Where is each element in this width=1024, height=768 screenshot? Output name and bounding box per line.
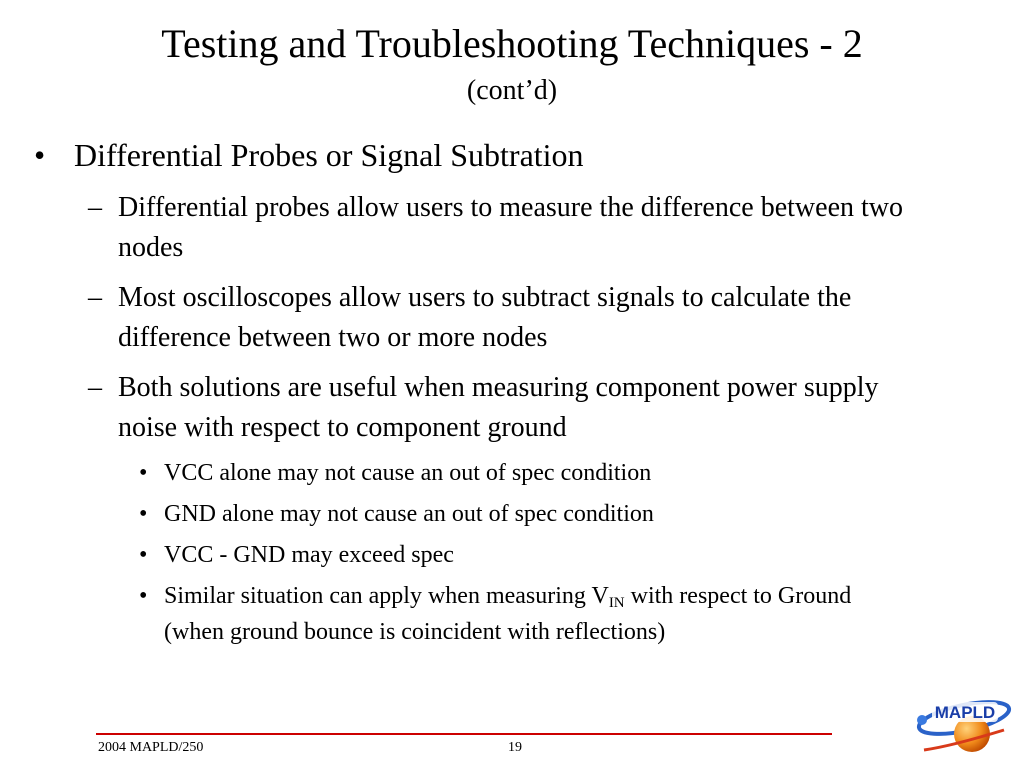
- slide-title: Testing and Troubleshooting Techniques - 2: [161, 21, 863, 66]
- bullet-marker: •: [139, 460, 148, 486]
- sub-sub-bullet-4: [139, 578, 899, 650]
- bullet-marker: •: [34, 137, 46, 173]
- sub-sub-bullet-text: [164, 578, 899, 650]
- mapld-planet-logo-icon: [912, 690, 1012, 760]
- page-number: 19: [508, 740, 522, 755]
- sub-sub-bullet-1: [139, 455, 899, 491]
- sub-bullet-text: Most oscilloscopes allow users to subtract signals to calculate the difference between two or more nodes: [118, 282, 852, 353]
- sub-sub-bullet-text: VCC alone may not cause an out of spec condition: [164, 460, 652, 486]
- sub-sub-bullet-text: VCC - GND may exceed spec: [164, 542, 454, 568]
- sub-bullet-2: [88, 278, 908, 358]
- slide-subtitle: (cont’d): [466, 75, 558, 106]
- bullet-text: Differential Probes or Signal Subtration: [74, 137, 584, 173]
- text-after-subscript: with respect to Ground (when ground bounce is coincident with reflections): [164, 583, 852, 645]
- logo-text: MAPLD: [934, 703, 996, 722]
- sub-sub-bullet-3: [139, 537, 899, 573]
- sub-sub-bullet-text: GND alone may not cause an out of spec condition: [164, 501, 654, 527]
- sub-sub-bullet-2: [139, 496, 899, 532]
- text-before-subscript: Similar situation can apply when measuring V: [164, 583, 609, 609]
- sub-bullet-text: Both solutions are useful when measuring component power supply noise with respect to component ground: [118, 372, 879, 443]
- sub-bullet-1: [88, 188, 908, 268]
- logo-small-planet: [917, 715, 927, 725]
- footer-left-text: 2004 MAPLD/250: [98, 740, 204, 755]
- footer-rule: [96, 733, 832, 735]
- bullet-marker: •: [139, 501, 148, 527]
- bullet-marker: •: [139, 542, 148, 568]
- dash-marker: –: [88, 282, 102, 313]
- dash-marker: –: [88, 372, 102, 403]
- subscript-in: IN: [608, 595, 625, 611]
- sub-bullet-text: Differential probes allow users to measure the difference between two nodes: [118, 192, 903, 263]
- sub-bullet-3: [88, 368, 908, 448]
- dash-marker: –: [88, 192, 102, 223]
- bullet-marker: •: [139, 583, 148, 609]
